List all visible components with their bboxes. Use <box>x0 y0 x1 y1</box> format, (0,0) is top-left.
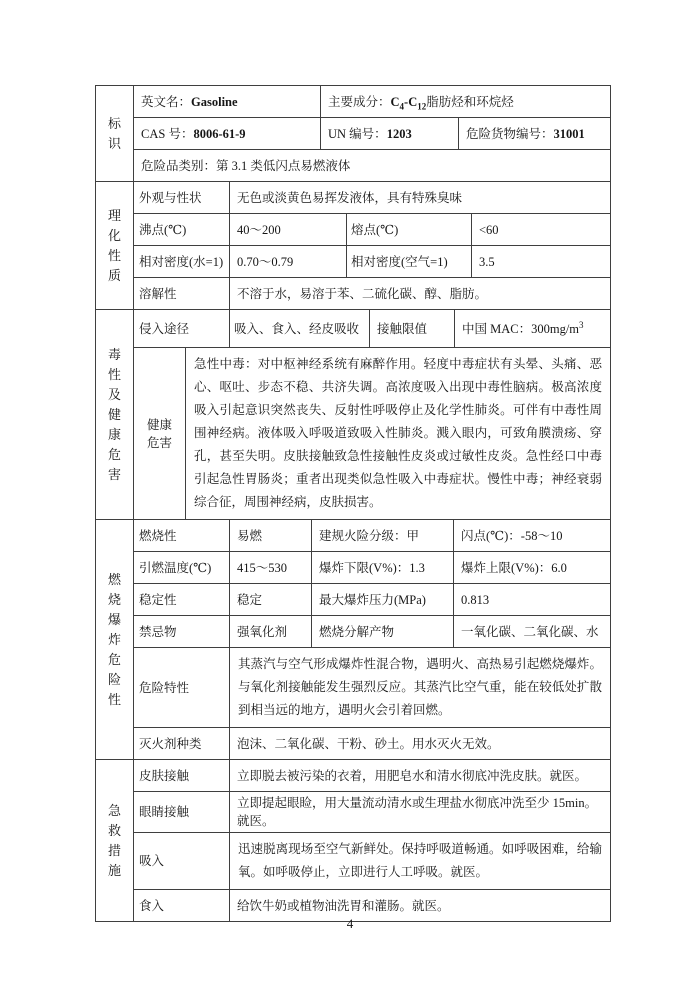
dg-number-value: 31001 <box>553 126 585 141</box>
cell-boiling-label <box>134 214 230 246</box>
decomposition-label: 燃烧分解产物 <box>319 624 395 639</box>
row-skin-contact <box>134 760 611 792</box>
section-identification-label-cell <box>96 86 134 182</box>
melting-value: <60 <box>479 222 499 237</box>
cell-lel <box>312 552 454 584</box>
section-label: 标识 <box>107 115 121 151</box>
cell-main-composition <box>321 86 611 118</box>
fire-class-text: 建规火险分级：甲 <box>319 528 420 543</box>
cell-solubility-value <box>230 278 611 310</box>
cell-health-label <box>134 348 186 520</box>
row-exposure-route <box>134 310 611 348</box>
composition-formula <box>391 95 427 109</box>
section-first-aid-body <box>134 760 611 922</box>
cell-inhalation-label <box>134 833 230 890</box>
max-pressure-value: 0.813 <box>461 592 490 607</box>
section-toxicity-label-cell <box>96 310 134 520</box>
appearance-label: 外观与性状 <box>139 190 202 205</box>
cell-ignition-value <box>230 552 312 584</box>
cell-density-water-value <box>230 246 347 278</box>
hazard-class-text: 危险品类别：第 3.1 类低闪点易燃液体 <box>141 158 351 173</box>
cell-decomposition-value <box>454 616 611 648</box>
cell-limit-label <box>370 310 455 348</box>
density-water-value: 0.70～0.79 <box>237 254 294 269</box>
cell-max-pressure-value <box>454 584 611 616</box>
english-name-value: Gasoline <box>191 94 238 109</box>
composition-rest: 脂肪烃和环烷烃 <box>426 94 514 109</box>
section-physicochemical-label-cell <box>96 182 134 310</box>
density-air-value: 3.5 <box>479 254 495 269</box>
cell-hazard-characteristics-text <box>230 648 611 728</box>
section-fire-explosion-body <box>134 520 611 760</box>
cell-density-air-value <box>472 246 611 278</box>
section-label: 理化性质 <box>107 207 121 283</box>
composition-label: 主要成分： <box>328 94 391 109</box>
cell-health-text <box>186 348 611 520</box>
max-pressure-label: 最大爆炸压力(MPa) <box>319 592 426 607</box>
composition-sub2: 12 <box>417 101 427 111</box>
row-flammability <box>134 520 611 552</box>
route-value: 吸入、食入、经皮吸收 <box>234 321 360 336</box>
row-solubility <box>134 278 611 310</box>
ingestion-value: 给饮牛奶或植物油洗胃和灌肠。就医。 <box>237 898 450 913</box>
cell-dg-number <box>459 118 611 150</box>
route-label: 侵入途径 <box>139 321 190 336</box>
cell-route-label <box>134 310 230 348</box>
section-toxicity <box>96 310 611 520</box>
boiling-value: 40～200 <box>237 222 281 237</box>
flammability-label: 燃烧性 <box>139 528 177 543</box>
cell-flammability-value <box>230 520 312 552</box>
cell-english-name <box>134 86 321 118</box>
page-number: 4 <box>346 916 354 931</box>
cell-max-pressure-label <box>312 584 454 616</box>
flash-point-text: 闪点(℃)：-58～10 <box>461 528 563 543</box>
stability-value: 稳定 <box>237 592 263 607</box>
row-cas-un-dg <box>134 118 611 150</box>
cell-incompatible-value <box>230 616 312 648</box>
composition-c1: C <box>390 94 400 109</box>
un-value: 1203 <box>386 126 412 141</box>
boiling-label: 沸点(℃) <box>139 222 187 237</box>
cell-eye-label <box>134 792 230 833</box>
cell-inhalation-value <box>230 833 611 890</box>
flammability-value: 易燃 <box>237 528 263 543</box>
cell-skin-label <box>134 760 230 792</box>
row-inhalation <box>134 833 611 890</box>
solubility-value: 不溶于水，易溶于苯、二硫化碳、醇、脂肪。 <box>237 286 488 301</box>
cell-route-value <box>230 310 370 348</box>
density-water-label: 相对密度(水=1) <box>139 254 224 269</box>
row-boiling-melting <box>134 214 611 246</box>
section-physicochemical-body <box>134 182 611 310</box>
section-label: 毒性及健康危害 <box>107 346 121 482</box>
cell-melting-label <box>347 214 472 246</box>
density-air-label: 相对密度(空气=1) <box>351 254 448 269</box>
skin-value: 立即脱去被污染的衣着，用肥皂水和清水彻底冲洗皮肤。就医。 <box>237 768 588 783</box>
cell-ignition-label <box>134 552 230 584</box>
cell-density-air-label <box>347 246 472 278</box>
section-first-aid-label-cell <box>96 760 134 922</box>
row-appearance <box>134 182 611 214</box>
row-stability <box>134 584 611 616</box>
cell-uel <box>454 552 611 584</box>
row-extinguishing-media <box>134 728 611 760</box>
cell-decomposition-label <box>312 616 454 648</box>
cell-stability-label <box>134 584 230 616</box>
section-physicochemical <box>96 182 611 310</box>
cell-extinguishing-value <box>230 728 611 760</box>
appearance-value: 无色或淡黄色易挥发液体，具有特殊臭味 <box>237 190 463 205</box>
health-label: 健康危害 <box>146 417 172 450</box>
cell-extinguishing-label <box>134 728 230 760</box>
row-health-hazard <box>134 348 611 520</box>
section-label: 燃烧爆炸危险性 <box>107 571 121 707</box>
section-toxicity-body <box>134 310 611 520</box>
cas-value: 8006-61-9 <box>193 126 246 141</box>
uel-text: 爆炸上限(V%)：6.0 <box>461 560 567 575</box>
cell-appearance-value <box>230 182 611 214</box>
eye-value: 立即提起眼睑，用大量流动清水或生理盐水彻底冲洗至少 15min。就医。 <box>237 796 598 828</box>
english-name-label: 英文名： <box>141 94 192 109</box>
decomposition-value: 一氧化碳、二氧化碳、水 <box>461 624 599 639</box>
hazard-characteristics-label: 危险特性 <box>139 680 190 695</box>
row-english-name-composition <box>134 86 611 118</box>
cell-boiling-value <box>230 214 347 246</box>
inhalation-label: 吸入 <box>139 854 165 868</box>
cell-eye-value <box>230 792 611 833</box>
section-first-aid <box>96 760 611 922</box>
cell-fire-class <box>312 520 454 552</box>
extinguishing-label: 灭火剂种类 <box>139 736 202 751</box>
incompatible-label: 禁忌物 <box>139 624 177 639</box>
un-label: UN 编号： <box>328 126 387 141</box>
cell-flammability-label <box>134 520 230 552</box>
ignition-label: 引燃温度(℃) <box>139 560 212 575</box>
cell-melting-value <box>472 214 611 246</box>
row-hazard-characteristics <box>134 648 611 728</box>
composition-sub1: 4 <box>399 101 405 111</box>
cell-skin-value <box>230 760 611 792</box>
limit-value-exponent: 3 <box>579 319 584 330</box>
limit-label: 接触限值 <box>377 321 428 336</box>
limit-value-main: 中国 MAC：300mg/m <box>462 321 580 336</box>
row-hazard-class <box>134 150 611 182</box>
cell-limit-value <box>455 310 611 348</box>
ingestion-label: 食入 <box>139 898 165 913</box>
cell-hazard-characteristics-label <box>134 648 230 728</box>
stability-label: 稳定性 <box>139 592 177 607</box>
cell-flash-point <box>454 520 611 552</box>
melting-label: 熔点(℃) <box>351 222 399 237</box>
cell-incompatible-label <box>134 616 230 648</box>
health-text: 急性中毒：对中枢神经系统有麻醉作用。轻度中毒症状有头晕、头痛、恶心、呕吐、步态不稳、共济失调。高浓度吸入出现中毒性脑病。极高浓度吸入引起意识突然丧失、反射性呼吸停止及化学性肺炎。可伴有中毒性周围神经病。液体吸入呼吸道致吸入性肺炎。溅入眼内，可致角膜溃疡、穿孔，甚至失明。皮肤接触致急性接触性皮炎或过敏性皮炎。急性经口中毒引起急性胃肠炎；重者出现类似急性吸入中毒症状。慢性中毒；神经衰弱综合征，周围神经病，皮肤损害。 <box>194 357 602 509</box>
cell-stability-value <box>230 584 312 616</box>
section-label: 急救措施 <box>107 802 121 878</box>
eye-label: 眼睛接触 <box>139 805 190 819</box>
solubility-label: 溶解性 <box>139 286 177 301</box>
lel-text: 爆炸下限(V%)：1.3 <box>319 560 425 575</box>
hazard-characteristics-text: 其蒸汽与空气形成爆炸性混合物，遇明火、高热易引起燃烧爆炸。与氧化剂接触能发生强烈反应。其蒸汽比空气重，能在较低处扩散到相当远的地方，遇明火会引着回燃。 <box>238 657 602 717</box>
section-identification-body <box>134 86 611 182</box>
msds-table <box>95 85 611 922</box>
composition-c2: -C <box>404 94 418 109</box>
row-ignition-explosion-limits <box>134 552 611 584</box>
section-fire-explosion-label-cell <box>96 520 134 760</box>
cell-cas-number <box>134 118 321 150</box>
cell-appearance-label <box>134 182 230 214</box>
dg-number-label: 危险货物编号： <box>466 126 554 141</box>
cell-hazard-class <box>134 150 611 182</box>
cell-solubility-label <box>134 278 230 310</box>
cas-label: CAS 号： <box>141 126 194 141</box>
inhalation-value: 迅速脱离现场至空气新鲜处。保持呼吸道畅通。如呼吸困难，给输氧。如呼吸停止，立即进行人工呼吸。就医。 <box>238 842 602 879</box>
section-identification <box>96 86 611 182</box>
extinguishing-value: 泡沫、二氧化碳、干粉、砂土。用水灭火无效。 <box>237 736 500 751</box>
row-incompatibilities <box>134 616 611 648</box>
row-relative-density <box>134 246 611 278</box>
incompatible-value: 强氧化剂 <box>237 624 288 639</box>
cell-un-number <box>321 118 459 150</box>
skin-label: 皮肤接触 <box>139 768 190 783</box>
section-fire-explosion <box>96 520 611 760</box>
ignition-value: 415～530 <box>237 560 288 575</box>
row-eye-contact <box>134 792 611 833</box>
cell-density-water-label <box>134 246 230 278</box>
